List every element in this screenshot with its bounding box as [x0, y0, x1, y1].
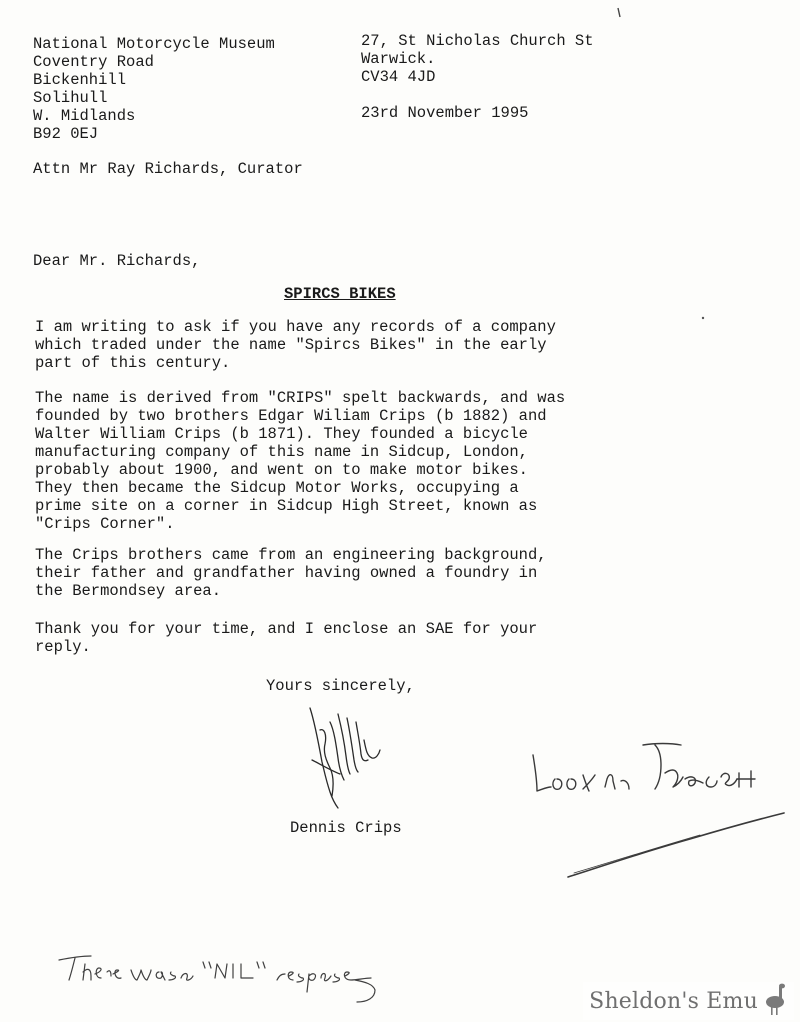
salutation: Dear Mr. Richards, [33, 252, 201, 270]
handwritten-bottom-note [55, 950, 395, 1015]
body-paragraph [35, 389, 565, 533]
signature [300, 700, 390, 820]
address-line: National Motorcycle Museum [33, 35, 275, 53]
address-line: Bickenhill [33, 71, 127, 89]
paragraph-line: probably about 1900, and went on to make motor bikes. [35, 461, 528, 479]
paragraph-line: reply. [35, 638, 91, 656]
address-line: Coventry Road [33, 53, 154, 71]
paragraph-line: the Bermondsey area. [35, 582, 222, 600]
watermark [583, 982, 794, 1020]
paragraph-line: part of this century. [35, 354, 231, 372]
address-line: CV34 4JD [361, 68, 436, 86]
recipient-address [33, 35, 275, 143]
address-line: 27, St Nicholas Church St [361, 32, 594, 50]
sender-address [361, 32, 594, 86]
paragraph-line: The Crips brothers came from an engineering background, [35, 546, 547, 564]
address-line: Warwick. [361, 50, 436, 68]
paragraph-line: I am writing to ask if you have any records of a company [35, 318, 556, 336]
address-line: B92 0EJ [33, 125, 99, 143]
paragraph-line: Thank you for your time, and I enclose an SAE for your [35, 620, 538, 638]
watermark-text: Sheldon's Emu [589, 988, 758, 1014]
subject-heading: SPIRCS BIKES [284, 285, 396, 303]
attention-line: Attn Mr Ray Richards, Curator [33, 160, 303, 178]
paragraph-line: Walter William Crips (b 1871). They founded a bicycle [35, 425, 528, 443]
address-line: Solihull [33, 89, 108, 107]
handwritten-stroke [560, 805, 790, 890]
paragraph-line: "Crips Corner". [35, 515, 175, 533]
handwritten-margin-note [525, 725, 775, 810]
emu-icon [760, 982, 790, 1021]
paragraph-line: which traded under the name "Spircs Bikes" in the early [35, 336, 547, 354]
body-paragraph [35, 318, 556, 372]
paragraph-line: manufacturing company of this name in Sidcup, London, [35, 443, 528, 461]
signer-name: Dennis Crips [290, 819, 402, 837]
address-line: W. Midlands [33, 107, 136, 125]
letter-date: 23rd November 1995 [361, 104, 529, 122]
body-paragraph [35, 620, 537, 656]
paper-speck [616, 6, 622, 24]
body-paragraph [35, 546, 547, 600]
paragraph-line: They then became the Sidcup Motor Works, occupying a [35, 479, 519, 497]
paragraph-line: The name is derived from "CRIPS" spelt backwards, and was [35, 389, 566, 407]
paragraph-line: prime site on a corner in Sidcup High Street, known as [35, 497, 538, 515]
paragraph-line: their father and grandfather having owned a foundry in [35, 564, 538, 582]
paper-speck [700, 308, 706, 326]
closing-line: Yours sincerely, [266, 677, 415, 695]
paragraph-line: founded by two brothers Edgar Wiliam Crips (b 1882) and [35, 407, 547, 425]
